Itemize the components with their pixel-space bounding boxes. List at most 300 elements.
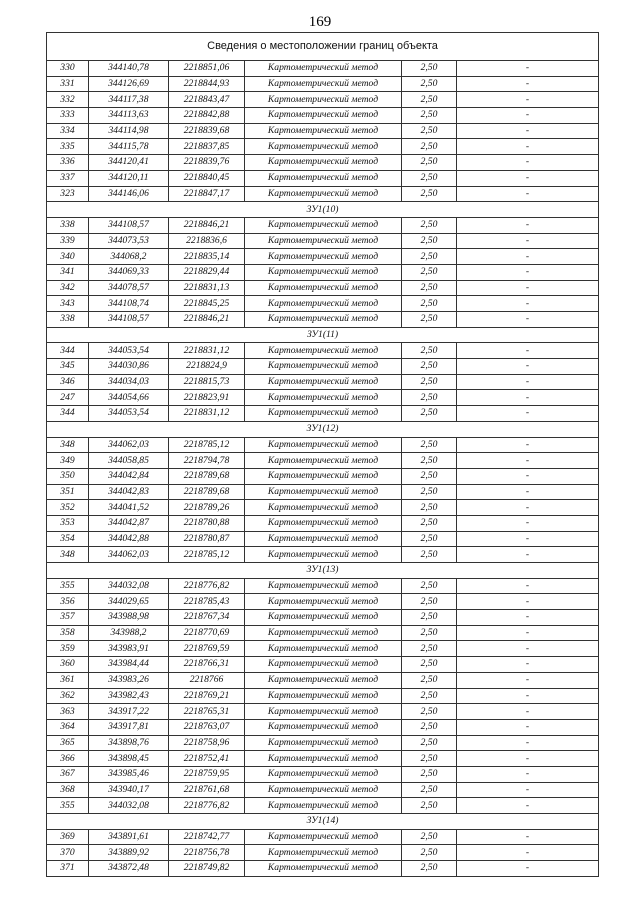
y-coordinate-cell: 2218749,82 bbox=[169, 861, 245, 877]
method-cell: Картометрический метод bbox=[245, 233, 402, 249]
table-row bbox=[47, 437, 599, 453]
method-cell: Картометрический метод bbox=[245, 531, 402, 547]
point-number-cell: 341 bbox=[47, 264, 89, 280]
accuracy-cell: 2,50 bbox=[402, 594, 457, 610]
x-coordinate-cell: 344073,53 bbox=[89, 233, 169, 249]
point-number-cell: 339 bbox=[47, 233, 89, 249]
method-cell: Картометрический метод bbox=[245, 123, 402, 139]
accuracy-cell: 2,50 bbox=[402, 390, 457, 406]
note-cell: - bbox=[457, 735, 599, 751]
y-coordinate-cell: 2218767,34 bbox=[169, 610, 245, 626]
method-cell: Картометрический метод bbox=[245, 657, 402, 673]
method-cell: Картометрический метод bbox=[245, 108, 402, 124]
table-row bbox=[47, 374, 599, 390]
table-row bbox=[47, 500, 599, 516]
note-cell: - bbox=[457, 657, 599, 673]
accuracy-cell: 2,50 bbox=[402, 704, 457, 720]
y-coordinate-cell: 2218824,9 bbox=[169, 359, 245, 375]
method-cell: Картометрический метод bbox=[245, 76, 402, 92]
table-row bbox=[47, 798, 599, 814]
y-coordinate-cell: 2218785,12 bbox=[169, 437, 245, 453]
method-cell: Картометрический метод bbox=[245, 688, 402, 704]
accuracy-cell: 2,50 bbox=[402, 625, 457, 641]
y-coordinate-cell: 2218766 bbox=[169, 672, 245, 688]
method-cell: Картометрический метод bbox=[245, 610, 402, 626]
x-coordinate-cell: 344114,98 bbox=[89, 123, 169, 139]
method-cell: Картометрический метод bbox=[245, 578, 402, 594]
point-number-cell: 346 bbox=[47, 374, 89, 390]
accuracy-cell: 2,50 bbox=[402, 515, 457, 531]
note-cell: - bbox=[457, 704, 599, 720]
section-label: ЗУ1(12) bbox=[47, 421, 599, 437]
x-coordinate-cell: 344115,78 bbox=[89, 139, 169, 155]
method-cell: Картометрический метод bbox=[245, 139, 402, 155]
accuracy-cell: 2,50 bbox=[402, 500, 457, 516]
y-coordinate-cell: 2218769,59 bbox=[169, 641, 245, 657]
point-number-cell: 333 bbox=[47, 108, 89, 124]
table-row bbox=[47, 657, 599, 673]
section-label: ЗУ1(10) bbox=[47, 202, 599, 218]
y-coordinate-cell: 2218839,76 bbox=[169, 155, 245, 171]
y-coordinate-cell: 2218823,91 bbox=[169, 390, 245, 406]
point-number-cell: 367 bbox=[47, 766, 89, 782]
point-number-cell: 330 bbox=[47, 61, 89, 77]
x-coordinate-cell: 344058,85 bbox=[89, 453, 169, 469]
x-coordinate-cell: 344053,54 bbox=[89, 406, 169, 422]
y-coordinate-cell: 2218815,73 bbox=[169, 374, 245, 390]
point-number-cell: 323 bbox=[47, 186, 89, 202]
accuracy-cell: 2,50 bbox=[402, 735, 457, 751]
point-number-cell: 369 bbox=[47, 829, 89, 845]
accuracy-cell: 2,50 bbox=[402, 845, 457, 861]
x-coordinate-cell: 343889,92 bbox=[89, 845, 169, 861]
note-cell: - bbox=[457, 170, 599, 186]
point-number-cell: 370 bbox=[47, 845, 89, 861]
x-coordinate-cell: 343984,44 bbox=[89, 657, 169, 673]
y-coordinate-cell: 2218765,31 bbox=[169, 704, 245, 720]
accuracy-cell: 2,50 bbox=[402, 641, 457, 657]
accuracy-cell: 2,50 bbox=[402, 672, 457, 688]
method-cell: Картометрический метод bbox=[245, 406, 402, 422]
note-cell: - bbox=[457, 798, 599, 814]
y-coordinate-cell: 2218845,25 bbox=[169, 296, 245, 312]
note-cell: - bbox=[457, 61, 599, 77]
y-coordinate-cell: 2218843,47 bbox=[169, 92, 245, 108]
note-cell: - bbox=[457, 531, 599, 547]
note-cell: - bbox=[457, 108, 599, 124]
y-coordinate-cell: 2218794,78 bbox=[169, 453, 245, 469]
point-number-cell: 340 bbox=[47, 249, 89, 265]
method-cell: Картометрический метод bbox=[245, 170, 402, 186]
note-cell: - bbox=[457, 359, 599, 375]
boundary-coordinates-table bbox=[46, 32, 599, 877]
table-row bbox=[47, 217, 599, 233]
method-cell: Картометрический метод bbox=[245, 798, 402, 814]
x-coordinate-cell: 344062,03 bbox=[89, 437, 169, 453]
accuracy-cell: 2,50 bbox=[402, 170, 457, 186]
method-cell: Картометрический метод bbox=[245, 155, 402, 171]
point-number-cell: 361 bbox=[47, 672, 89, 688]
accuracy-cell: 2,50 bbox=[402, 139, 457, 155]
method-cell: Картометрический метод bbox=[245, 515, 402, 531]
y-coordinate-cell: 2218742,77 bbox=[169, 829, 245, 845]
x-coordinate-cell: 344042,84 bbox=[89, 468, 169, 484]
x-coordinate-cell: 344042,88 bbox=[89, 531, 169, 547]
table-row bbox=[47, 766, 599, 782]
note-cell: - bbox=[457, 515, 599, 531]
table-row bbox=[47, 155, 599, 171]
method-cell: Картометрический метод bbox=[245, 296, 402, 312]
x-coordinate-cell: 344108,57 bbox=[89, 312, 169, 328]
accuracy-cell: 2,50 bbox=[402, 296, 457, 312]
point-number-cell: 359 bbox=[47, 641, 89, 657]
y-coordinate-cell: 2218789,68 bbox=[169, 468, 245, 484]
x-coordinate-cell: 344113,63 bbox=[89, 108, 169, 124]
y-coordinate-cell: 2218785,12 bbox=[169, 547, 245, 563]
section-row bbox=[47, 814, 599, 830]
note-cell: - bbox=[457, 217, 599, 233]
accuracy-cell: 2,50 bbox=[402, 249, 457, 265]
table-row bbox=[47, 108, 599, 124]
accuracy-cell: 2,50 bbox=[402, 547, 457, 563]
table-row bbox=[47, 861, 599, 877]
table-row bbox=[47, 170, 599, 186]
point-number-cell: 343 bbox=[47, 296, 89, 312]
note-cell: - bbox=[457, 829, 599, 845]
point-number-cell: 363 bbox=[47, 704, 89, 720]
method-cell: Картометрический метод bbox=[245, 453, 402, 469]
accuracy-cell: 2,50 bbox=[402, 233, 457, 249]
table-row bbox=[47, 782, 599, 798]
note-cell: - bbox=[457, 484, 599, 500]
table-row bbox=[47, 829, 599, 845]
point-number-cell: 354 bbox=[47, 531, 89, 547]
table-row bbox=[47, 359, 599, 375]
method-cell: Картометрический метод bbox=[245, 390, 402, 406]
point-number-cell: 332 bbox=[47, 92, 89, 108]
x-coordinate-cell: 343891,61 bbox=[89, 829, 169, 845]
y-coordinate-cell: 2218829,44 bbox=[169, 264, 245, 280]
accuracy-cell: 2,50 bbox=[402, 76, 457, 92]
note-cell: - bbox=[457, 296, 599, 312]
accuracy-cell: 2,50 bbox=[402, 578, 457, 594]
accuracy-cell: 2,50 bbox=[402, 468, 457, 484]
x-coordinate-cell: 344108,74 bbox=[89, 296, 169, 312]
point-number-cell: 350 bbox=[47, 468, 89, 484]
x-coordinate-cell: 344041,52 bbox=[89, 500, 169, 516]
note-cell: - bbox=[457, 186, 599, 202]
accuracy-cell: 2,50 bbox=[402, 108, 457, 124]
note-cell: - bbox=[457, 233, 599, 249]
method-cell: Картометрический метод bbox=[245, 829, 402, 845]
table-row bbox=[47, 625, 599, 641]
point-number-cell: 352 bbox=[47, 500, 89, 516]
point-number-cell: 348 bbox=[47, 437, 89, 453]
note-cell: - bbox=[457, 76, 599, 92]
method-cell: Картометрический метод bbox=[245, 92, 402, 108]
table-row bbox=[47, 515, 599, 531]
table-row bbox=[47, 610, 599, 626]
point-number-cell: 353 bbox=[47, 515, 89, 531]
x-coordinate-cell: 344120,41 bbox=[89, 155, 169, 171]
table-title-row bbox=[47, 33, 599, 61]
note-cell: - bbox=[457, 123, 599, 139]
note-cell: - bbox=[457, 688, 599, 704]
table-row bbox=[47, 735, 599, 751]
table-row bbox=[47, 672, 599, 688]
method-cell: Картометрический метод bbox=[245, 359, 402, 375]
x-coordinate-cell: 343982,43 bbox=[89, 688, 169, 704]
point-number-cell: 338 bbox=[47, 217, 89, 233]
y-coordinate-cell: 2218776,82 bbox=[169, 798, 245, 814]
accuracy-cell: 2,50 bbox=[402, 829, 457, 845]
method-cell: Картометрический метод bbox=[245, 782, 402, 798]
y-coordinate-cell: 2218789,26 bbox=[169, 500, 245, 516]
method-cell: Картометрический метод bbox=[245, 766, 402, 782]
method-cell: Картометрический метод bbox=[245, 249, 402, 265]
note-cell: - bbox=[457, 719, 599, 735]
point-number-cell: 355 bbox=[47, 578, 89, 594]
x-coordinate-cell: 343983,91 bbox=[89, 641, 169, 657]
note-cell: - bbox=[457, 672, 599, 688]
table-row bbox=[47, 280, 599, 296]
accuracy-cell: 2,50 bbox=[402, 719, 457, 735]
table-row bbox=[47, 751, 599, 767]
point-number-cell: 356 bbox=[47, 594, 89, 610]
x-coordinate-cell: 343988,98 bbox=[89, 610, 169, 626]
table-row bbox=[47, 264, 599, 280]
x-coordinate-cell: 343917,22 bbox=[89, 704, 169, 720]
accuracy-cell: 2,50 bbox=[402, 186, 457, 202]
point-number-cell: 368 bbox=[47, 782, 89, 798]
accuracy-cell: 2,50 bbox=[402, 657, 457, 673]
x-coordinate-cell: 344042,87 bbox=[89, 515, 169, 531]
y-coordinate-cell: 2218785,43 bbox=[169, 594, 245, 610]
method-cell: Картометрический метод bbox=[245, 672, 402, 688]
point-number-cell: 366 bbox=[47, 751, 89, 767]
y-coordinate-cell: 2218840,45 bbox=[169, 170, 245, 186]
table-row bbox=[47, 453, 599, 469]
x-coordinate-cell: 343917,81 bbox=[89, 719, 169, 735]
accuracy-cell: 2,50 bbox=[402, 280, 457, 296]
x-coordinate-cell: 344140,78 bbox=[89, 61, 169, 77]
accuracy-cell: 2,50 bbox=[402, 798, 457, 814]
note-cell: - bbox=[457, 139, 599, 155]
accuracy-cell: 2,50 bbox=[402, 374, 457, 390]
method-cell: Картометрический метод bbox=[245, 735, 402, 751]
table-row bbox=[47, 719, 599, 735]
method-cell: Картометрический метод bbox=[245, 437, 402, 453]
y-coordinate-cell: 2218831,12 bbox=[169, 406, 245, 422]
x-coordinate-cell: 344117,38 bbox=[89, 92, 169, 108]
y-coordinate-cell: 2218836,6 bbox=[169, 233, 245, 249]
x-coordinate-cell: 344069,33 bbox=[89, 264, 169, 280]
note-cell: - bbox=[457, 766, 599, 782]
accuracy-cell: 2,50 bbox=[402, 437, 457, 453]
note-cell: - bbox=[457, 437, 599, 453]
point-number-cell: 351 bbox=[47, 484, 89, 500]
point-number-cell: 358 bbox=[47, 625, 89, 641]
table-row bbox=[47, 76, 599, 92]
accuracy-cell: 2,50 bbox=[402, 264, 457, 280]
accuracy-cell: 2,50 bbox=[402, 531, 457, 547]
y-coordinate-cell: 2218766,31 bbox=[169, 657, 245, 673]
section-row bbox=[47, 563, 599, 579]
note-cell: - bbox=[457, 453, 599, 469]
x-coordinate-cell: 343988,2 bbox=[89, 625, 169, 641]
method-cell: Картометрический метод bbox=[245, 264, 402, 280]
y-coordinate-cell: 2218759,95 bbox=[169, 766, 245, 782]
x-coordinate-cell: 344032,08 bbox=[89, 578, 169, 594]
x-coordinate-cell: 344120,11 bbox=[89, 170, 169, 186]
note-cell: - bbox=[457, 406, 599, 422]
table-row bbox=[47, 468, 599, 484]
accuracy-cell: 2,50 bbox=[402, 406, 457, 422]
table-title: Сведения о местоположении границ объекта bbox=[47, 33, 599, 61]
x-coordinate-cell: 344034,03 bbox=[89, 374, 169, 390]
point-number-cell: 362 bbox=[47, 688, 89, 704]
x-coordinate-cell: 343898,45 bbox=[89, 751, 169, 767]
table-row bbox=[47, 688, 599, 704]
y-coordinate-cell: 2218780,88 bbox=[169, 515, 245, 531]
x-coordinate-cell: 344126,69 bbox=[89, 76, 169, 92]
y-coordinate-cell: 2218831,12 bbox=[169, 343, 245, 359]
x-coordinate-cell: 343898,76 bbox=[89, 735, 169, 751]
table-row bbox=[47, 704, 599, 720]
point-number-cell: 338 bbox=[47, 312, 89, 328]
page-number: 169 bbox=[308, 14, 332, 30]
x-coordinate-cell: 344029,65 bbox=[89, 594, 169, 610]
point-number-cell: 334 bbox=[47, 123, 89, 139]
accuracy-cell: 2,50 bbox=[402, 123, 457, 139]
accuracy-cell: 2,50 bbox=[402, 92, 457, 108]
point-number-cell: 335 bbox=[47, 139, 89, 155]
accuracy-cell: 2,50 bbox=[402, 343, 457, 359]
method-cell: Картометрический метод bbox=[245, 186, 402, 202]
y-coordinate-cell: 2218761,68 bbox=[169, 782, 245, 798]
accuracy-cell: 2,50 bbox=[402, 782, 457, 798]
y-coordinate-cell: 2218770,69 bbox=[169, 625, 245, 641]
x-coordinate-cell: 344053,54 bbox=[89, 343, 169, 359]
y-coordinate-cell: 2218839,68 bbox=[169, 123, 245, 139]
note-cell: - bbox=[457, 249, 599, 265]
y-coordinate-cell: 2218846,21 bbox=[169, 312, 245, 328]
y-coordinate-cell: 2218769,21 bbox=[169, 688, 245, 704]
table-row bbox=[47, 296, 599, 312]
method-cell: Картометрический метод bbox=[245, 61, 402, 77]
x-coordinate-cell: 344042,83 bbox=[89, 484, 169, 500]
table-row bbox=[47, 61, 599, 77]
note-cell: - bbox=[457, 468, 599, 484]
point-number-cell: 344 bbox=[47, 406, 89, 422]
y-coordinate-cell: 2218847,17 bbox=[169, 186, 245, 202]
accuracy-cell: 2,50 bbox=[402, 861, 457, 877]
y-coordinate-cell: 2218780,87 bbox=[169, 531, 245, 547]
table-row bbox=[47, 594, 599, 610]
x-coordinate-cell: 344108,57 bbox=[89, 217, 169, 233]
method-cell: Картометрический метод bbox=[245, 861, 402, 877]
table-row bbox=[47, 641, 599, 657]
table-row bbox=[47, 484, 599, 500]
accuracy-cell: 2,50 bbox=[402, 453, 457, 469]
x-coordinate-cell: 344062,03 bbox=[89, 547, 169, 563]
x-coordinate-cell: 344030,86 bbox=[89, 359, 169, 375]
note-cell: - bbox=[457, 594, 599, 610]
note-cell: - bbox=[457, 625, 599, 641]
method-cell: Картометрический метод bbox=[245, 312, 402, 328]
table-row bbox=[47, 406, 599, 422]
note-cell: - bbox=[457, 782, 599, 798]
table-row bbox=[47, 186, 599, 202]
note-cell: - bbox=[457, 264, 599, 280]
y-coordinate-cell: 2218837,85 bbox=[169, 139, 245, 155]
accuracy-cell: 2,50 bbox=[402, 61, 457, 77]
note-cell: - bbox=[457, 861, 599, 877]
note-cell: - bbox=[457, 610, 599, 626]
point-number-cell: 357 bbox=[47, 610, 89, 626]
method-cell: Картометрический метод bbox=[245, 280, 402, 296]
x-coordinate-cell: 344032,08 bbox=[89, 798, 169, 814]
y-coordinate-cell: 2218835,14 bbox=[169, 249, 245, 265]
y-coordinate-cell: 2218844,93 bbox=[169, 76, 245, 92]
note-cell: - bbox=[457, 155, 599, 171]
y-coordinate-cell: 2218851,06 bbox=[169, 61, 245, 77]
note-cell: - bbox=[457, 92, 599, 108]
y-coordinate-cell: 2218758,96 bbox=[169, 735, 245, 751]
method-cell: Картометрический метод bbox=[245, 751, 402, 767]
y-coordinate-cell: 2218756,78 bbox=[169, 845, 245, 861]
y-coordinate-cell: 2218763,07 bbox=[169, 719, 245, 735]
section-row bbox=[47, 421, 599, 437]
accuracy-cell: 2,50 bbox=[402, 217, 457, 233]
point-number-cell: 365 bbox=[47, 735, 89, 751]
note-cell: - bbox=[457, 390, 599, 406]
table-row bbox=[47, 547, 599, 563]
point-number-cell: 345 bbox=[47, 359, 89, 375]
x-coordinate-cell: 344054,66 bbox=[89, 390, 169, 406]
method-cell: Картометрический метод bbox=[245, 468, 402, 484]
section-label: ЗУ1(13) bbox=[47, 563, 599, 579]
table-row bbox=[47, 312, 599, 328]
note-cell: - bbox=[457, 343, 599, 359]
table-row bbox=[47, 845, 599, 861]
y-coordinate-cell: 2218831,13 bbox=[169, 280, 245, 296]
y-coordinate-cell: 2218776,82 bbox=[169, 578, 245, 594]
table-row bbox=[47, 578, 599, 594]
accuracy-cell: 2,50 bbox=[402, 766, 457, 782]
x-coordinate-cell: 343983,26 bbox=[89, 672, 169, 688]
y-coordinate-cell: 2218842,88 bbox=[169, 108, 245, 124]
point-number-cell: 349 bbox=[47, 453, 89, 469]
x-coordinate-cell: 343872,48 bbox=[89, 861, 169, 877]
method-cell: Картометрический метод bbox=[245, 594, 402, 610]
accuracy-cell: 2,50 bbox=[402, 610, 457, 626]
section-row bbox=[47, 327, 599, 343]
table-row bbox=[47, 123, 599, 139]
method-cell: Картометрический метод bbox=[245, 547, 402, 563]
table-row bbox=[47, 249, 599, 265]
accuracy-cell: 2,50 bbox=[402, 359, 457, 375]
method-cell: Картометрический метод bbox=[245, 500, 402, 516]
point-number-cell: 336 bbox=[47, 155, 89, 171]
table-row bbox=[47, 92, 599, 108]
point-number-cell: 337 bbox=[47, 170, 89, 186]
method-cell: Картометрический метод bbox=[245, 343, 402, 359]
method-cell: Картометрический метод bbox=[245, 719, 402, 735]
method-cell: Картометрический метод bbox=[245, 217, 402, 233]
x-coordinate-cell: 343985,46 bbox=[89, 766, 169, 782]
section-row bbox=[47, 202, 599, 218]
